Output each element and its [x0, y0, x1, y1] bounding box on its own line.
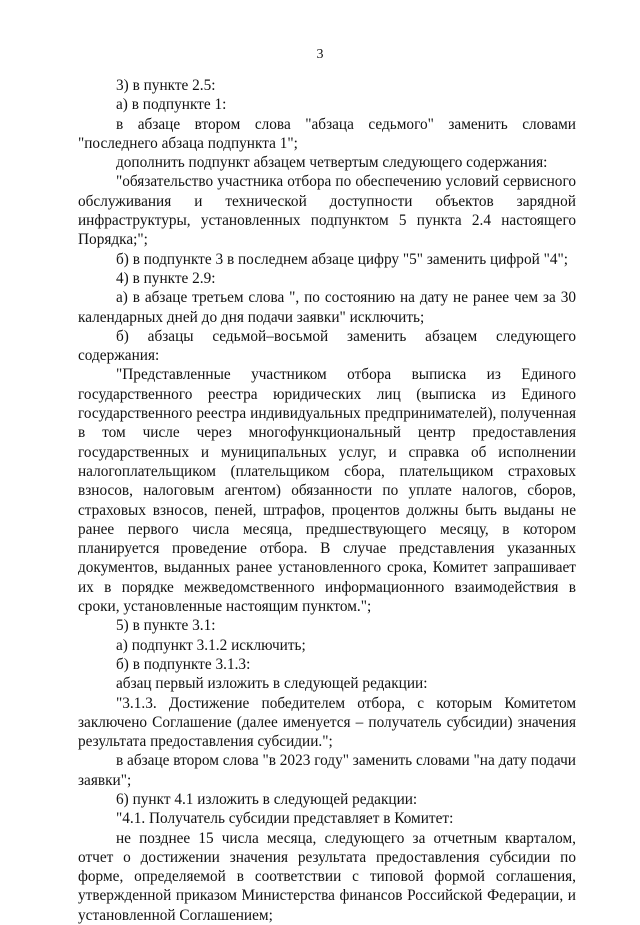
paragraph: "4.1. Получатель субсидии представляет в Комитет:	[116, 810, 454, 828]
paragraph: дополнить подпункт абзацем четвертым следующего содержания:	[116, 154, 548, 172]
paragraph: б) в подпункте 3.1.3:	[116, 655, 251, 673]
paragraph: 4) в пункте 2.9:	[116, 269, 216, 287]
paragraph: а) в абзаце третьем слова ", по состоянию на дату не ранее чем за 30 календарных дней до дня подачи заявки" исключить;	[78, 289, 576, 326]
paragraph: 6) пункт 4.1 изложить в следующей редакции:	[116, 790, 418, 808]
paragraph: абзац первый изложить в следующей редакции:	[116, 675, 428, 693]
paragraph: а) в подпункте 1:	[116, 96, 227, 114]
paragraph: "обязательство участника отбора по обеспечению условий сервисного обслуживания и технической доступности объектов зарядной инфраструктуры, установленных подпунктом 5 пункта 2.4 настоящего Порядка;";	[78, 173, 576, 249]
paragraph: в абзаце втором слова "в 2023 году" заменить словами "на дату подачи заявки";	[78, 752, 576, 789]
paragraph: в абзаце втором слова "абзаца седьмого" заменить словами "последнего абзаца подпункта 1";	[78, 115, 576, 152]
paragraph: а) подпункт 3.1.2 исключить;	[116, 636, 306, 654]
paragraph: 3) в пункте 2.5:	[116, 77, 216, 94]
page-number: 3	[316, 47, 324, 62]
paragraph: б) абзацы седьмой–восьмой заменить абзацем следующего содержания:	[78, 327, 576, 365]
paragraph: 5) в пункте 3.1:	[116, 617, 216, 635]
paragraph: "3.1.3. Достижение победителем отбора, с которым Комитетом заключено Соглашение (далее именуется – получатель субсидии) значения результата предоставления субсидии.";	[78, 694, 576, 751]
paragraph: "Представленные участником отбора выписка из Единого государственного реестра юридических лиц (выписка из Единого государственного реестра индивидуальных предпринимателей), полученная в том числе через многофункциональный центр предоставления государственных и муниципальных услуг, и справка об исполнении налогоплательщиком (плательщиком сбора, плательщиком страховых взносов, налоговым агентом) обязанности по уплате налогов, сборов, страховых взносов, пеней, штрафов, процентов должны быть выданы не ранее первого числа месяца, предшествующего месяцу, в котором планируется проведение отбора. В случае представления указанных документов, выданных ранее установленного срока, Комитет запрашивает их в порядке межведомственного информационного взаимодействия в сроки, установленные настоящим пунктом.";	[78, 366, 576, 616]
paragraph: не позднее 15 числа месяца, следующего за отчетным кварталом, отчет о достижении значения результата предоставления субсидии по форме, определяемой в соответствии с типовой формой соглашения, утвержденной приказом Министерства финансов Российской Федерации, и установленной Соглашением;	[78, 829, 576, 924]
paragraph: б) в подпункте 3 в последнем абзаце цифру "5" заменить цифрой "4";	[116, 250, 568, 268]
document-body	[78, 76, 576, 925]
